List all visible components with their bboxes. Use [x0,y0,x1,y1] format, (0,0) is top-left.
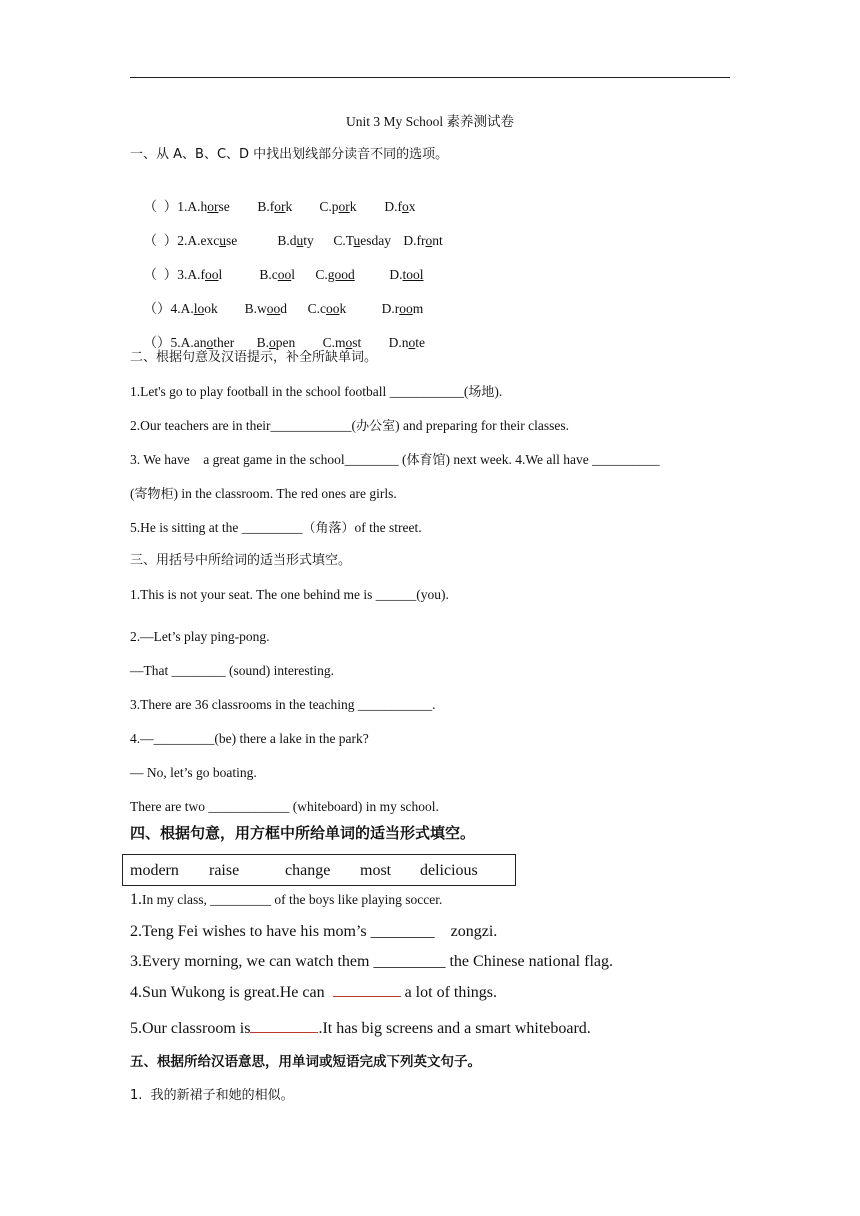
option-b: B.duty [277,233,314,248]
s2-line-5: 5.He is sitting at the _________（角落）of the street. [130,520,422,536]
option-c: C.good [315,267,355,282]
s4-line-5: 5.Our classroom is .It has big screens and a smart whiteboard. [130,1020,591,1037]
s3-line-1: 1.This is not your seat. The one behind me is ______(you). [130,587,449,602]
s3-line-2: 2.—Let’s play ping-pong. [130,629,270,644]
word-box-item: delicious [420,862,478,879]
q-prefix: （ ）3. [143,267,188,282]
option-d: D.room [381,301,424,316]
option-d: D.tool [389,267,424,282]
word-box-item: most [360,862,392,879]
option-c: C.pork [319,199,357,214]
word-box-item: change [285,862,331,879]
s4-line-1: 1.In my class, _________ of the boys like playing soccer. [130,891,443,908]
option-b: B.wood [244,301,288,316]
s3-line-4: 3.There are 36 classrooms in the teaching ___________. [130,697,436,712]
s3-line-7: There are two ____________ (whiteboard) in my school. [130,799,439,814]
q-prefix: （）5. [143,335,181,350]
section-1-heading: 一、从 A、B、C、D 中找出划线部分读音不同的选项。 [130,147,449,162]
s5-line-1: 1. 我的新裙子和她的相似。 [130,1088,294,1103]
section-2-heading: 二、根据句意及汉语提示，补全所缺单词。 [130,350,378,365]
option-a: A.look [180,301,218,316]
option-c: C.cook [307,301,347,316]
option-b: B.cool [259,267,296,282]
word-box-item: modern [130,862,179,879]
document-title: Unit 3 My School 素养测试卷 [345,114,514,129]
s2-line-1: 1.Let's go to play football in the school football ___________(场地). [130,384,503,400]
s2-line-4: (寄物柜) in the classroom. The red ones are girls. [130,486,397,502]
option-a: A.another [180,335,235,350]
section-5-heading: 五、根据所给汉语意思，用单词或短语完成下列英文句子。 [130,1054,481,1070]
s4-line-3: 3.Every morning, we can watch them _________ the Chinese national flag. [130,953,613,970]
word-box [122,854,516,886]
option-d: D.front [403,233,443,248]
section-3-heading: 三、用括号中所给词的适当形式填空。 [130,553,352,568]
s4-line-2: 2.Teng Fei wishes to have his mom’s ________ zongzi. [130,923,498,940]
option-d: D.fox [384,199,416,214]
section-4-heading: 四、根据句意，用方框中所给单词的适当形式填空。 [130,824,476,842]
s2-line-2: 2.Our teachers are in their____________(办公室) and preparing for their classes. [130,418,570,434]
word-box-item: raise [209,862,240,879]
s4-line-4: 4.Sun Wukong is great.He can a lot of things. [130,984,498,1001]
s3-line-6: — No, let’s go boating. [130,765,257,780]
answer-blank [333,982,401,997]
q-prefix: （ ）2. [143,233,188,248]
option-b: B.open [256,335,296,350]
answer-blank [250,1018,318,1033]
option-a: A.fool [187,267,223,282]
option-a: A.horse [187,199,230,214]
q-prefix: （ ）1. [143,199,188,214]
q-prefix: （）4. [143,301,181,316]
header-rule [130,77,730,78]
s2-line-3: 3. We have a great game in the school________ (体育馆) next week. 4.We all have __________ [130,452,660,468]
option-b: B.fork [257,199,293,214]
s3-line-5: 4.—_________(be) there a lake in the park? [130,731,369,746]
option-a: A.excuse [187,233,238,248]
option-c: C.Tuesday [333,233,392,248]
s3-line-3: —That ________ (sound) interesting. [130,663,334,678]
option-c: C.most [322,335,362,350]
option-d: D.note [388,335,425,350]
